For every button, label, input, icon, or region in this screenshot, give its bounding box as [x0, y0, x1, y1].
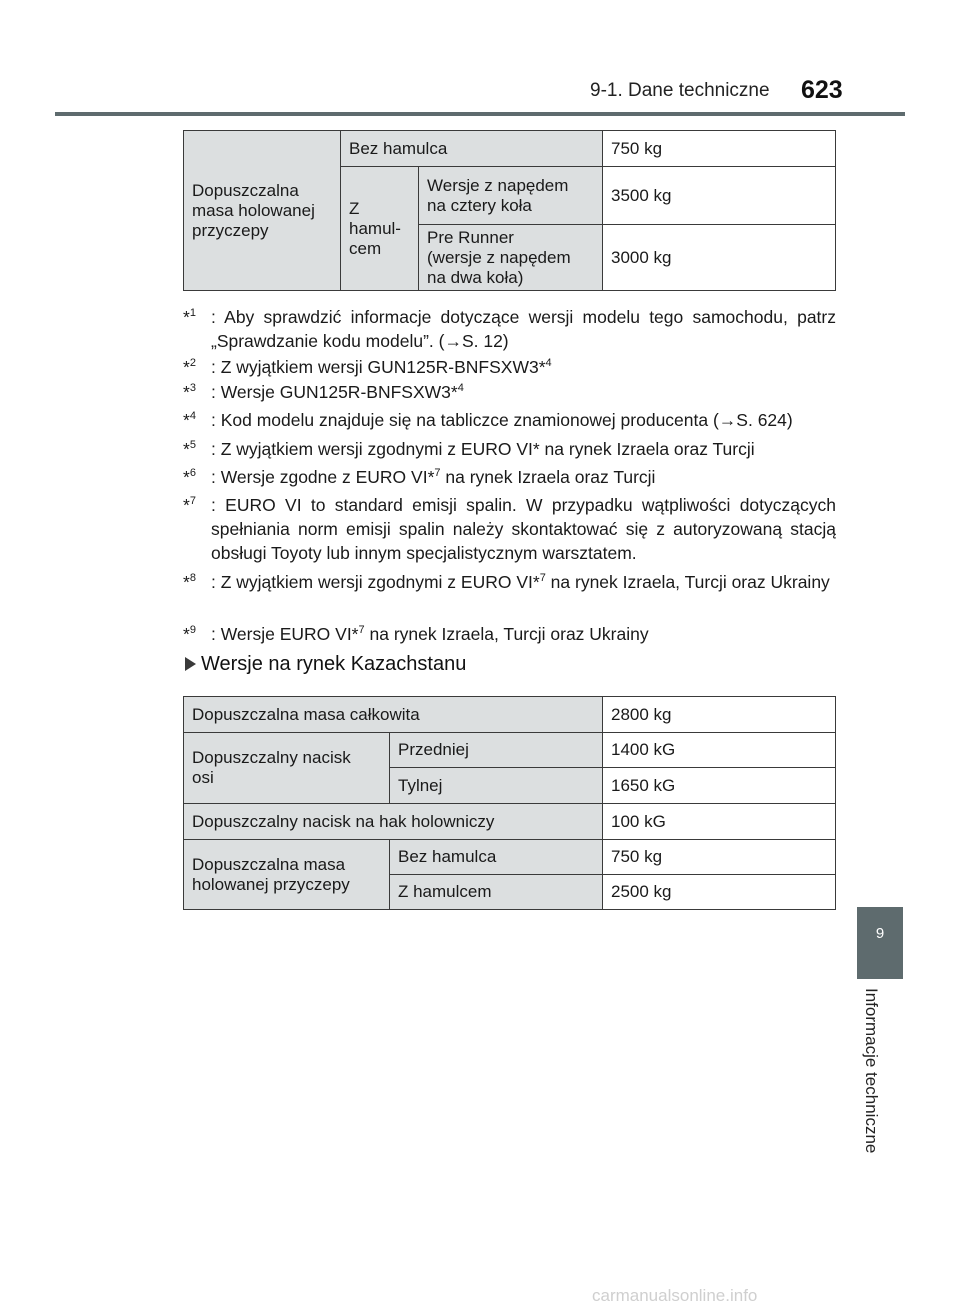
towing-row-label: Dopuszczalna masa holowanej przyczepy [184, 131, 341, 291]
triangle-bullet-icon [185, 657, 196, 671]
footnote-9: *$^9$ : Wersje EURO VI*$^7$ na rynek Izraela, Turcji oraz Ukrainy [183, 624, 649, 644]
rear-axle-label: Tylnej [390, 768, 603, 804]
unbraked-value: 750 kg [603, 131, 836, 167]
front-axle-label: Przedniej [390, 733, 603, 768]
prerunner-label: Pre Runner (wersje z napędem na dwa koła) [419, 225, 603, 291]
hitch-load-label: Dopuszczalny nacisk na hak holowniczy [184, 804, 603, 840]
braked-label: Z hamul- cem [341, 167, 419, 291]
footnote-3: *$^3$ : Wersje GUN125R-BNFSXW3*$^4$ [183, 382, 464, 402]
section-heading: Wersje na rynek Kazachstanu [185, 653, 466, 676]
unbraked-label: Bez hamulca [341, 131, 603, 167]
prerunner-value: 3000 kg [603, 225, 836, 291]
towing-spec-table [183, 130, 836, 291]
footnote-1: *$^1$ : Aby sprawdzić informacje dotyczące wersji modelu tego samochodu, patrz „Sprawdzanie kodu modelu”. (→S. 12) [183, 307, 836, 351]
front-axle-value: 1400 kG [603, 733, 836, 768]
footnote-2: *$^2$ : Z wyjątkiem wersji GUN125R-BNFSXW3*$^4$ [183, 357, 552, 377]
kazakhstan-spec-table [183, 696, 836, 910]
page-number: 623 [801, 76, 843, 104]
chapter-title: Informacje techniczne [862, 988, 881, 1154]
header-divider [55, 112, 905, 116]
footnote-7: *$^7$ : EURO VI to standard emisji spalin. W przypadku wątpliwości dotyczących spełniania norm emisji spalin należy skontaktować się z autoryzowaną stacją obsługi Toyoty lub innym specjalistycznym warsztatem. [183, 495, 836, 563]
trailer-mass-label: Dopuszczalna masa holowanej przyczepy [184, 840, 390, 910]
footnote-8: *$^8$ : Z wyjątkiem wersji zgodnymi z EURO VI*$^7$ na rynek Izraela, Turcji oraz Ukrainy [183, 572, 830, 592]
footnote-6: *$^6$ : Wersje zgodne z EURO VI*$^7$ na rynek Izraela oraz Turcji [183, 467, 656, 487]
gross-mass-label: Dopuszczalna masa całkowita [184, 697, 603, 733]
hitch-load-value: 100 kG [603, 804, 836, 840]
braked-label-2: Z hamulcem [390, 875, 603, 910]
chapter-tab [857, 907, 903, 979]
unbraked-value-2: 750 kg [603, 840, 836, 875]
axle-load-label: Dopuszczalny nacisk osi [184, 733, 390, 804]
4wd-value: 3500 kg [603, 167, 836, 225]
chapter-number: 9 [875, 925, 885, 942]
gross-mass-value: 2800 kg [603, 697, 836, 733]
footnote-5: *$^5$ : Z wyjątkiem wersji zgodnymi z EURO VI* na rynek Izraela oraz Turcji [183, 439, 755, 459]
header-section-title: 9-1. Dane techniczne [590, 80, 770, 101]
watermark: carmanualsonline.info [592, 1286, 758, 1305]
braked-value-2: 2500 kg [603, 875, 836, 910]
4wd-label: Wersje z napędem na cztery koła [419, 167, 603, 225]
unbraked-label-2: Bez hamulca [390, 840, 603, 875]
rear-axle-value: 1650 kG [603, 768, 836, 804]
footnote-4: *$^4$ : Kod modelu znajduje się na tabliczce znamionowej producenta (→S. 624) [183, 410, 793, 430]
